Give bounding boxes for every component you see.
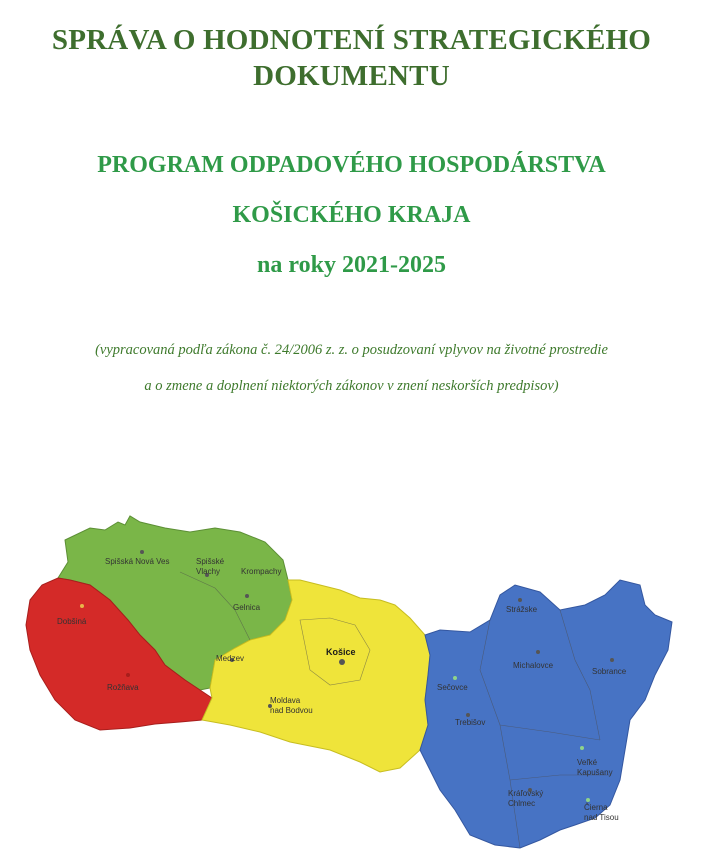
label-nad-bodvou: nad Bodvou bbox=[270, 706, 313, 715]
label-michalovce: Michalovce bbox=[513, 661, 554, 670]
label-sobrance: Sobrance bbox=[592, 667, 627, 676]
kosice-region-map bbox=[0, 500, 703, 866]
label-moldava: Moldava bbox=[270, 696, 301, 705]
label-roznava: Rožňava bbox=[107, 683, 139, 692]
label-krompachy: Krompachy bbox=[241, 567, 282, 576]
label-velke: Veľké bbox=[577, 758, 598, 767]
label-chlmec: Chlmec bbox=[508, 799, 536, 808]
label-dobsina: Dobšiná bbox=[57, 617, 87, 626]
legal-note-line1: (vypracovaná podľa zákona č. 24/2006 z. z. o posudzovaní vplyvov na životné prostredie bbox=[95, 342, 608, 358]
legal-note-line2: a o zmene a doplnení niektorých zákonov v znení neskorších predpisov) bbox=[144, 378, 559, 394]
report-title-line1: SPRÁVA O HODNOTENÍ STRATEGICKÉHO bbox=[51, 24, 652, 56]
label-strazske: Strážske bbox=[506, 605, 538, 614]
label-secovce: Sečovce bbox=[437, 683, 468, 692]
program-title-line1: PROGRAM ODPADOVÉHO HOSPODÁRSTVA bbox=[97, 152, 606, 178]
label-kralovsky: Kráľovský bbox=[508, 789, 544, 798]
label-gelnica: Gelnica bbox=[233, 603, 261, 612]
label-vlachy: Vlachy bbox=[196, 567, 221, 576]
label-cierna: Čierna bbox=[584, 803, 608, 812]
label-trebisov: Trebišov bbox=[455, 718, 486, 727]
label-nad-tisou: nad Tisou bbox=[584, 813, 619, 822]
map-region-blue bbox=[420, 580, 672, 848]
program-years: na roky 2021-2025 bbox=[257, 252, 446, 278]
label-kosice: Košice bbox=[326, 647, 356, 657]
label-spisske: Spišské bbox=[196, 557, 225, 566]
label-medzev: Medzev bbox=[216, 654, 245, 663]
program-title-line2: KOŠICKÉHO KRAJA bbox=[232, 202, 471, 228]
report-title-line2: DOKUMENTU bbox=[253, 60, 450, 92]
label-spisska-nova-ves: Spišská Nová Ves bbox=[105, 557, 170, 566]
label-kapusany: Kapušany bbox=[577, 768, 613, 777]
